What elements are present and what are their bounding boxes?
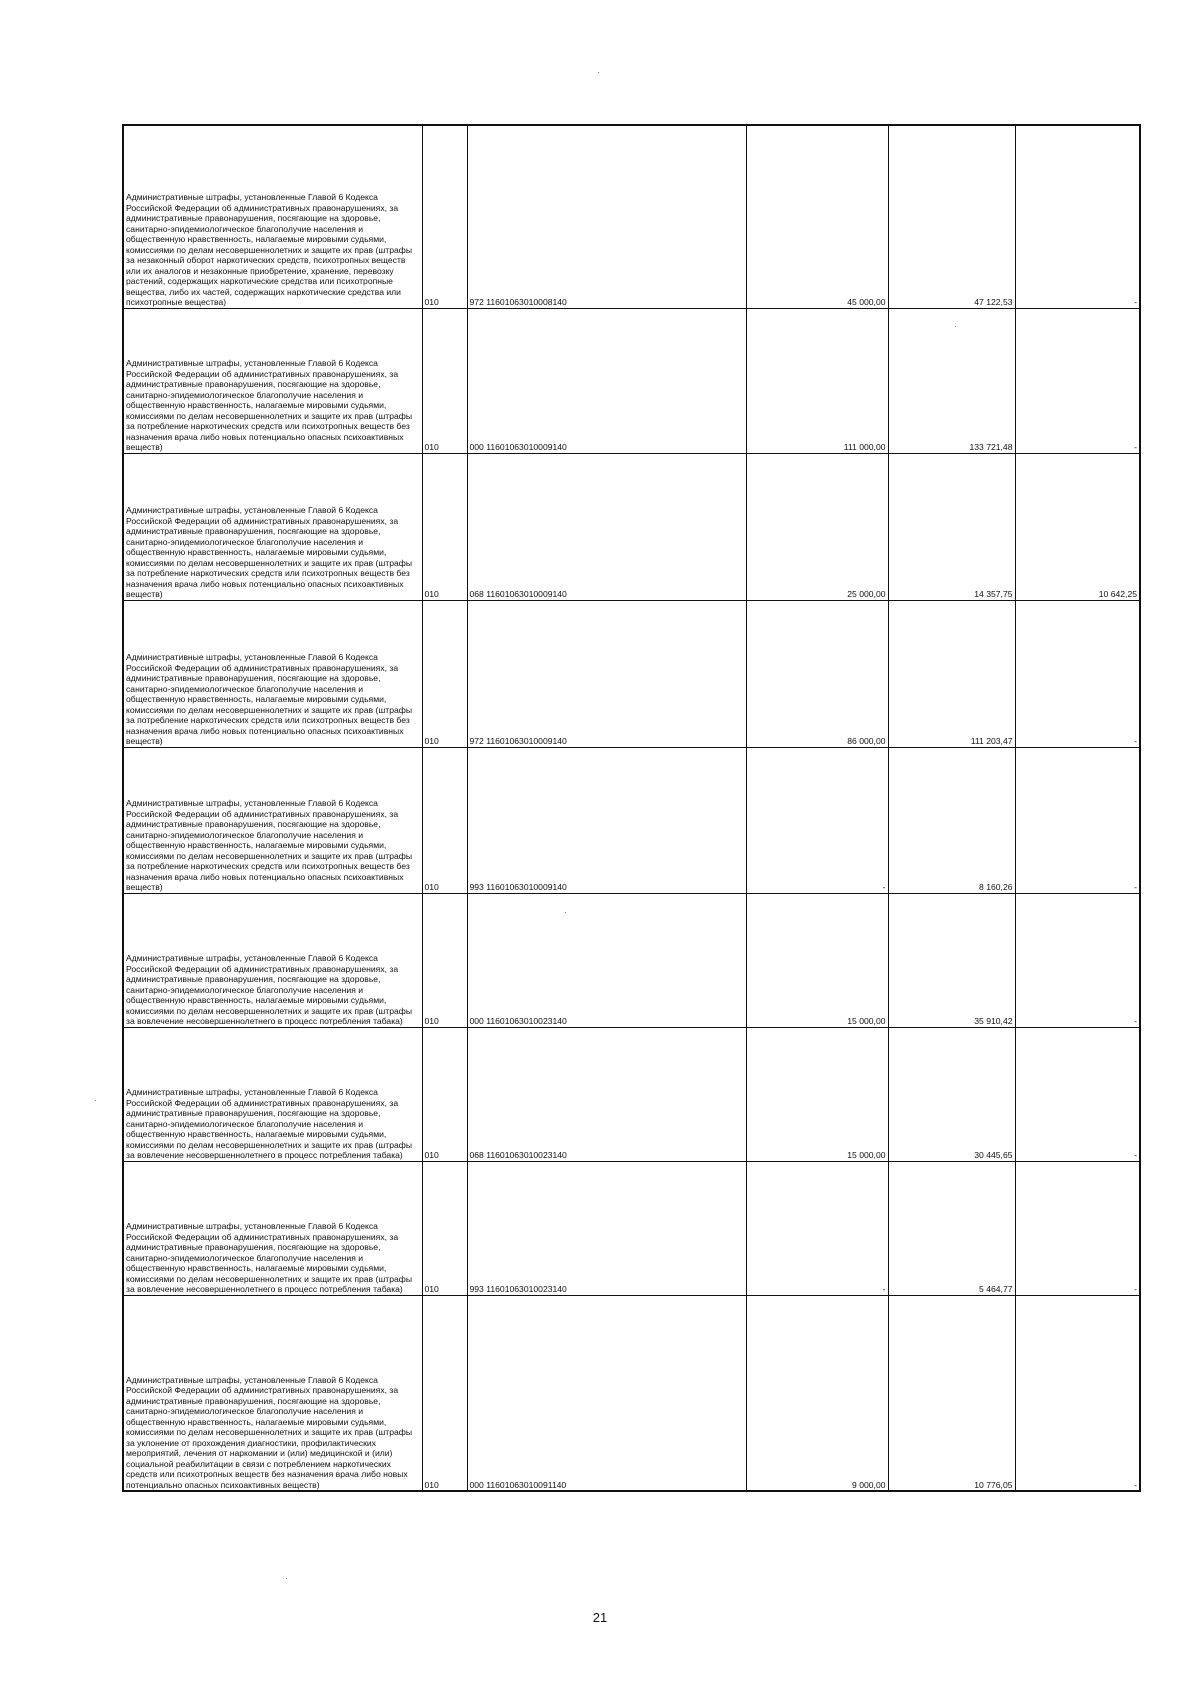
row-name: Административные штрафы, установленные Главой 6 Кодекса Российской Федерации об административных правонарушениях, за административные правонарушения, посягающие на здоровье, санитарно-эпидемиологическое благополучие населения и общественную нравственность, налагаемые мировыми судьями, комиссиями по делам несовершеннолетних и защите их прав (штрафы за незаконный оборот наркотических средств, психотропных веществ или их аналогов и незаконные приобретение, хранение, перевозку растений, содержащих наркотические средства или психотропные вещества, либо их частей, содержащих наркотические средства или психотропные вещества) <box>123 125 422 308</box>
row-name: Административные штрафы, установленные Главой 6 Кодекса Российской Федерации об административных правонарушениях, за административные правонарушения, посягающие на здоровье, санитарно-эпидемиологическое благополучие населения и общественную нравственность, налагаемые мировыми судьями, комиссиями по делам несовершеннолетних и защите их прав (штрафы за потребление наркотических средств или психотропных веществ без назначения врача либо новых потенциально опасных психоактивных веществ) <box>123 453 422 600</box>
row-approved: - <box>746 747 888 893</box>
row-line-code: 010 <box>422 308 467 453</box>
row-approved: 45 000,00 <box>746 125 888 308</box>
row-remaining: - <box>1015 1027 1140 1161</box>
row-name: Административные штрафы, установленные Главой 6 Кодекса Российской Федерации об административных правонарушениях, за административные правонарушения, посягающие на здоровье, санитарно-эпидемиологическое благополучие населения и общественную нравственность, налагаемые мировыми судьями, комиссиями по делам несовершеннолетних и защите их прав (штрафы за уклонение от прохождения диагностики, профилактических мероприятий, лечения от наркомании и (или) медицинской и (или) социальной реабилитации в связи с потреблением наркотических средств или психотропных веществ без назначения врача либо новых потенциально опасных психоактивных веществ) <box>123 1295 422 1491</box>
row-income-code: 972 11601063010009140 <box>467 600 746 747</box>
table-row <box>123 1295 1140 1491</box>
row-income-code: 000 11601063010009140 <box>467 308 746 453</box>
row-executed: 8 160,26 <box>888 747 1015 893</box>
row-executed: 111 203,47 <box>888 600 1015 747</box>
row-line-code: 010 <box>422 893 467 1027</box>
table-row <box>123 1161 1140 1295</box>
row-approved: 86 000,00 <box>746 600 888 747</box>
row-approved: 15 000,00 <box>746 893 888 1027</box>
scan-speck <box>598 72 599 73</box>
row-income-code: 000 11601063010091140 <box>467 1295 746 1491</box>
scan-speck <box>95 1100 96 1101</box>
row-income-code: 000 11601063010023140 <box>467 893 746 1027</box>
row-line-code: 010 <box>422 1295 467 1491</box>
row-executed: 5 464,77 <box>888 1161 1015 1295</box>
row-income-code: 068 11601063010009140 <box>467 453 746 600</box>
row-remaining: - <box>1015 747 1140 893</box>
row-line-code: 010 <box>422 125 467 308</box>
row-name: Административные штрафы, установленные Главой 6 Кодекса Российской Федерации об административных правонарушениях, за административные правонарушения, посягающие на здоровье, санитарно-эпидемиологическое благополучие населения и общественную нравственность, налагаемые мировыми судьями, комиссиями по делам несовершеннолетних и защите их прав (штрафы за потребление наркотических средств или психотропных веществ без назначения врача либо новых потенциально опасных психоактивных веществ) <box>123 308 422 453</box>
row-line-code: 010 <box>422 453 467 600</box>
row-approved: 25 000,00 <box>746 453 888 600</box>
row-line-code: 010 <box>422 1161 467 1295</box>
table-row <box>123 1027 1140 1161</box>
row-income-code: 993 11601063010009140 <box>467 747 746 893</box>
row-remaining: - <box>1015 893 1140 1027</box>
row-executed: 47 122,53 <box>888 125 1015 308</box>
row-income-code: 972 11601063010008140 <box>467 125 746 308</box>
table-row <box>123 125 1140 308</box>
row-approved: 111 000,00 <box>746 308 888 453</box>
row-remaining: - <box>1015 125 1140 308</box>
table-row <box>123 600 1140 747</box>
row-approved: 15 000,00 <box>746 1027 888 1161</box>
table-row <box>123 453 1140 600</box>
page-number: 21 <box>592 1610 608 1625</box>
row-executed: 30 445,65 <box>888 1027 1015 1161</box>
row-approved: 9 000,00 <box>746 1295 888 1491</box>
table-row <box>123 893 1140 1027</box>
row-remaining: - <box>1015 600 1140 747</box>
row-name: Административные штрафы, установленные Главой 6 Кодекса Российской Федерации об административных правонарушениях, за административные правонарушения, посягающие на здоровье, санитарно-эпидемиологическое благополучие населения и общественную нравственность, налагаемые мировыми судьями, комиссиями по делам несовершеннолетних и защите их прав (штрафы за потребление наркотических средств или психотропных веществ без назначения врача либо новых потенциально опасных психоактивных веществ) <box>123 747 422 893</box>
row-executed: 10 776,05 <box>888 1295 1015 1491</box>
row-name: Административные штрафы, установленные Главой 6 Кодекса Российской Федерации об административных правонарушениях, за административные правонарушения, посягающие на здоровье, санитарно-эпидемиологическое благополучие населения и общественную нравственность, налагаемые мировыми судьями, комиссиями по делам несовершеннолетних и защите их прав (штрафы за вовлечение несовершеннолетнего в процесс потребления табака) <box>123 893 422 1027</box>
row-executed: 133 721,48 <box>888 308 1015 453</box>
row-income-code: 993 11601063010023140 <box>467 1161 746 1295</box>
table-row <box>123 308 1140 453</box>
row-remaining: - <box>1015 1161 1140 1295</box>
row-name: Административные штрафы, установленные Главой 6 Кодекса Российской Федерации об административных правонарушениях, за административные правонарушения, посягающие на здоровье, санитарно-эпидемиологическое благополучие населения и общественную нравственность, налагаемые мировыми судьями, комиссиями по делам несовершеннолетних и защите их прав (штрафы за потребление наркотических средств или психотропных веществ без назначения врача либо новых потенциально опасных психоактивных веществ) <box>123 600 422 747</box>
scan-speck <box>286 1578 287 1579</box>
row-name: Административные штрафы, установленные Главой 6 Кодекса Российской Федерации об административных правонарушениях, за административные правонарушения, посягающие на здоровье, санитарно-эпидемиологическое благополучие населения и общественную нравственность, налагаемые мировыми судьями, комиссиями по делам несовершеннолетних и защите их прав (штрафы за вовлечение несовершеннолетнего в процесс потребления табака) <box>123 1027 422 1161</box>
row-income-code: 068 11601063010023140 <box>467 1027 746 1161</box>
row-line-code: 010 <box>422 600 467 747</box>
row-line-code: 010 <box>422 1027 467 1161</box>
row-executed: 35 910,42 <box>888 893 1015 1027</box>
report-table <box>122 124 1141 1492</box>
row-approved: - <box>746 1161 888 1295</box>
row-remaining: - <box>1015 308 1140 453</box>
row-remaining: - <box>1015 1295 1140 1491</box>
row-executed: 14 357,75 <box>888 453 1015 600</box>
row-line-code: 010 <box>422 747 467 893</box>
row-name: Административные штрафы, установленные Главой 6 Кодекса Российской Федерации об административных правонарушениях, за административные правонарушения, посягающие на здоровье, санитарно-эпидемиологическое благополучие населения и общественную нравственность, налагаемые мировыми судьями, комиссиями по делам несовершеннолетних и защите их прав (штрафы за вовлечение несовершеннолетнего в процесс потребления табака) <box>123 1161 422 1295</box>
table-row <box>123 747 1140 893</box>
row-remaining: 10 642,25 <box>1015 453 1140 600</box>
